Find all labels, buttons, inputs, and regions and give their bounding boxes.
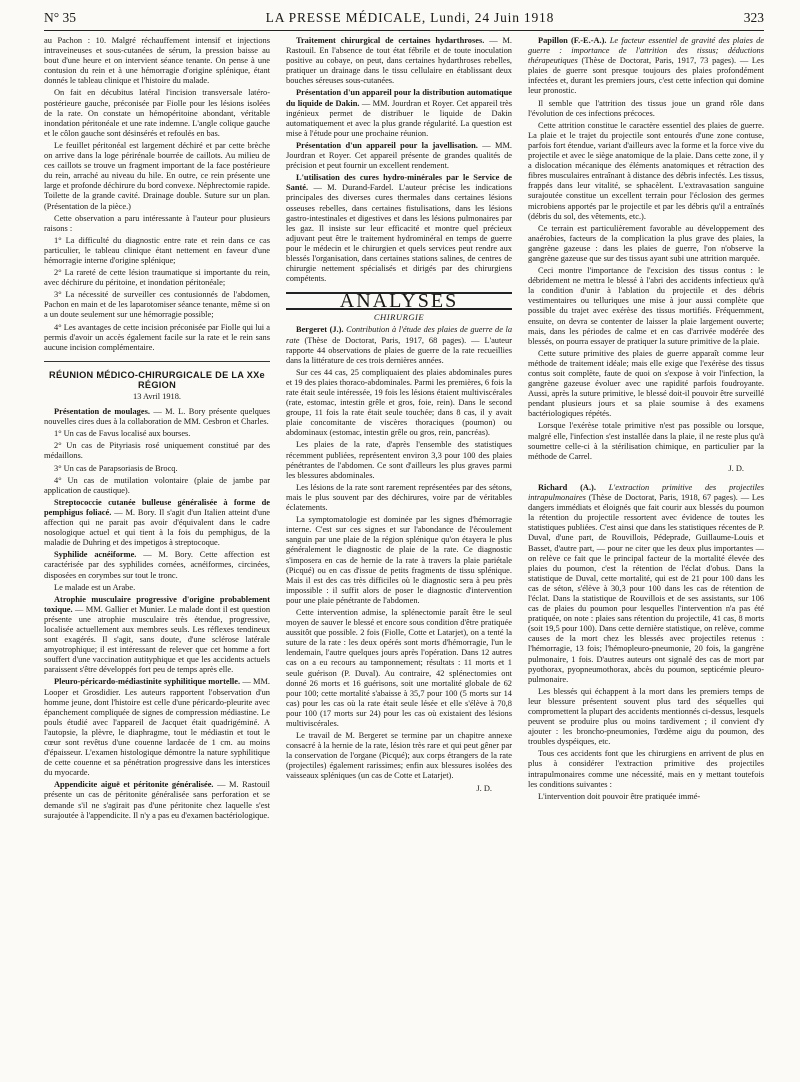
column-1 bbox=[44, 36, 270, 1076]
paragraph: 2° La rareté de cette lésion traumatique si importante du rein, avec déchirure du péritoine, et inondation péritonéale; bbox=[44, 268, 270, 288]
paragraph: Cette intervention admise, la splénectomie paraît être le seul moyen de sauver le blessé et encore sous condition d'être pratiquée aussitôt que possible. 2 fois (Fiolle, Cotte et Latarjet), on a tenté la suture de la rate : les deux opérés sont morts d'hémorragie, l'un le lendemain, l'autre quelques jours après l'opération. Dans 12 autres cas on a eu recours au tamponnement; résultats : 11 morts et 1 seule guérison (P. Duval). Au contraire, 42 splénectomies ont donné 26 morts et 16 guérisons, soit une mortalité globale de 62 pour 100; cette mortalité s'abaisse à 35,7 pour 100 (5 morts sur 14 cas) pour les cas où la rate était seule lésée et elle s'élève à 70,8 pour 100 (17 morts sur 24) pour les cas où existaient des lésions multiviscérales. bbox=[286, 607, 512, 728]
communication-title: Présentation d'un appareil pour la javellisation. bbox=[296, 140, 478, 150]
page-number: 323 bbox=[743, 10, 764, 25]
signature: J. D. bbox=[728, 463, 744, 473]
communication-text: — M. Rastouil présente un cas de péritonite généralisée sans perforation et se demande s'il ne s'agirait pas d'une péritonite chez laquelle s'est surajoutée à l'appendicite. Il n'y a pas eu d'examen bactériologique. bbox=[44, 780, 270, 820]
communication bbox=[44, 780, 270, 820]
review-meta: (Thèse de Doctorat, Paris, 1917, 73 pages). bbox=[581, 56, 737, 66]
paragraph: 4° Les avantages de cette incision préconisée par Fiolle qui lui a permis d'avoir un accès également facile sur la rate et le rein sans aucune incision complémentaire. bbox=[44, 322, 270, 352]
paragraph: Les plaies de la rate, d'après l'ensemble des statistiques récemment publiées, représentent environ 3,3 pour 100 des plaies pénétrantes de l'abdomen. Ce sont d'ailleurs les plus graves parmi les blessures abdominales. bbox=[286, 440, 512, 480]
rubric-heading: CHIRURGIE bbox=[373, 312, 425, 323]
communication bbox=[286, 36, 512, 86]
review-meta: (Thèse de Doctorat, Paris, 1918, 67 pages). bbox=[588, 493, 738, 503]
communication-text: — M. Rastouil. En l'absence de tout état fébrile et de toute inoculation positive au cobaye, on peut, dans certaines hydarthroses rebelles, pratiquer un drainage dans le tissu cellulaire en établissant deux bouches séreuses sous-cutanées. bbox=[286, 36, 512, 86]
review-text: — L'auteur rapporte 44 observations de plaies de guerre de la rate recueillies dans la littérature de ces trois dernières années. bbox=[286, 335, 512, 365]
section-heading: RÉUNION MÉDICO-CHIRURGICALE DE LA XXe RÉGION bbox=[44, 361, 270, 390]
communication bbox=[44, 595, 270, 676]
paragraph: Cette suture primitive des plaies de guerre apparaît comme leur méthode de traitement idéale; mais elle exige que l'exérèse des tissus contus soit complète, faute de quoi on s'expose à voir l'infection, la gangrène gazeuse évoluer avec une rapidité parfois foudroyante. Aussi, après la suture primitive, le blessé doit-il pouvoir être surveillé pendant plusieurs jours et sa plaie soumise à des examens bactériologiques répétés. bbox=[528, 348, 764, 419]
paragraph: Le feuillet péritonéal est largement déchiré et par cette brèche on arrive dans la loge périrénale bourrée de caillots. Au milieu de ces caillots se trouve un fragment important de la face postérieure du rein, arraché au niveau du hile. En outre, ce rein présente une large et profonde déchirure du bord convexe. Néphrectomie rapide. Toilette de la grande cavité. Drainage double. Suture sur un plan. (Présentation de la pièce.) bbox=[44, 140, 270, 211]
communication-title: Streptococcie cutanée bulleuse généralisée à forme de pemphigus foliacé. bbox=[44, 497, 270, 517]
analyses-heading: ANALYSES bbox=[339, 290, 459, 313]
communication-title: Syphilide acnéiforme. bbox=[54, 550, 137, 560]
paragraph: 1° La difficulté du diagnostic entre rate et rein dans ce cas particulier, le tableau clinique étant nettement en faveur d'une hémorragie interne d'origine splénique; bbox=[44, 235, 270, 265]
paragraph: Le travail de M. Bergeret se termine par un chapitre annexe consacré à la hernie de la rate, lésion très rare et qui peut gêner par la conservation de l'organe (Picqué); aux corps étrangers de la rate (projectiles) également rarissimes; enfin aux blessures isolées des vaisseaux spléniques (un cas de Cotte et Latarjet). bbox=[286, 731, 512, 781]
column-2 bbox=[286, 36, 512, 1076]
paragraph: Les lésions de la rate sont rarement représentées par des sétons, mais le plus souvent par des déchirures, voire par de véritables éclatements. bbox=[286, 482, 512, 513]
paragraph: Les blessés qui échappent à la mort dans les premiers temps de leur blessure présentent souvent plus tard des séquelles qui compromettent la plupart des accidents mentionnés ci-dessus, lesquels peuvent se produire plus ou moins tardivement ; il convient d'y ajouter : les broncho-pneumonies, l'œdème aigu du poumon, des troubles dyspéiques, etc. bbox=[528, 686, 764, 747]
paragraph: au Pachon : 10. Malgré réchauffement intensif et injections intraveineuses et sous-cutanées de sérum, la pression baisse au bout d'une heure et on intervient séance tenante. On pense à une contusion du rein et à une hémorragie d'origine splénique, étant donnés le tableau clinique et l'histoire du malade. bbox=[44, 36, 270, 86]
column-3 bbox=[528, 36, 764, 1076]
communication bbox=[44, 407, 270, 427]
communication-text: — M. L. Bory présente quelques nouvelles cires dues à la collaboration de MM. Cesbron et Charles. bbox=[44, 407, 270, 427]
analyses-banner bbox=[286, 290, 512, 313]
communication-text: — MM. Jourdran et Royer. Cet appareil présente de grandes qualités de précision et peut fournir un excellent rendement. bbox=[286, 140, 512, 171]
communication bbox=[44, 677, 270, 778]
communication-title: Atrophie musculaire progressive d'origine probablement toxique. bbox=[44, 594, 270, 614]
communication-title: Présentation d'un appareil pour la distribution automatique du liquide de Dakin. bbox=[286, 88, 512, 108]
paragraph: Cette observation a paru intéressante à l'auteur pour plusieurs raisons : bbox=[44, 213, 270, 233]
communication bbox=[44, 498, 270, 548]
review-text: — Les dangers immédiats et éloignés que fait courir aux blessés du poumon la rétention du projectile ressortent avec évidence de toutes les statistiques publiées. C'est ainsi que dans les statistiques récentes de P. Duval, d'une part, de Rouvillois, Pédeprade, Guillaume-Louis et Basset, d'autre part, — pour ne citer que les deux plus importantes — on relève ce fait que le principal facteur de la mortalité élevée des plaies du poumon, c'est la rétention de l'éclat d'obus. Dans la statistique de Duval, cette mortalité, qui est de 21 pour 100 dans les cas de séton, s'élève à 30,3 pour 100 dans les cas de rétention de l'éclat. Dans la statistique de Rouvillois et de ses assistants, sur 106 cas de plaies du poumon pour lesquelles l'intervention n'a pas été pratiquée, on note : plaies sans rétention du projectile, 41 cas, 8 morts (soit 19,5 pour 100). Dans cette dernière statistique, on relève, comme causes de la mort chez les blessés avec projectiles retenus : l'hémorragie, 13 fois; l'hémopleuro-pneumonie, 20 fois, la gangrène pulmonaire, 1 fois. D'autres auteurs ont signalé des cas de mort par pyothorax, pyopneumothorax, abcès du poumon, septicémie pleuro-pulmonaire. bbox=[528, 493, 764, 684]
communication-text: — M. Bory. Il s'agit d'un Italien atteint d'une affection qui ne parait pas avoir d'équivalent dans le cadre nosologique actuel et qui tient à la fois du pemphigus, de la maladie de Duhring et des impetigos à streptocoque. bbox=[44, 507, 270, 548]
communication bbox=[44, 550, 270, 580]
paragraph: Ce terrain est particulièrement favorable au développement des anaérobies, facteurs de la complication la plus grave des plaies, la gangrène gazeuse : dans les plaies de guerre, l'on n'observe la gangrène gazeuse que sur des tissus ayant subi une attrition marquée. bbox=[528, 223, 764, 263]
paragraph: On fait en décubitus latéral l'incision transversale latéro-postérieure gauche, préconisée par Fiolle pour les lésions isolées de la rate. On constate un hémopéritoine abondant, véritable inondation péritonéale et une rate indemne. L'angle colique gauche et le côlon gauche sont désinsérés et refoulés en bas. bbox=[44, 88, 270, 138]
communication-text: — MM. Jourdran et Royer. Cet appareil très ingénieux permet de distribuer le liquide de Dakin automatiquement et avec la plus grande régularité. La question est mise à l'étude pour une prochaine réunion. bbox=[286, 98, 512, 138]
review-entry bbox=[528, 483, 764, 685]
review-title: Contribution à l'étude des plaies de guerre de la rate bbox=[286, 325, 512, 345]
communication-text: — MM. Looper et Grosdidier. Les auteurs rapportent l'observation d'un homme jeune, dont l'histoire est celle d'une péricardo-pleurite avec épanchement compliquée de signes de compression médiastine. Le pouls étudié avec l'appareil de Jacquet était quadrigéminé. A l'autopsie, la plèvre, le diaphragme, tout le médiastin et tout le cœur sont revêtus d'une couenne lardacée de 1 cm. au moins d'épaisseur. L'examen histologique démontre la nature syphilitique de cette couenne et sa pénétration progressive dans les interstices du myocarde. bbox=[44, 677, 270, 778]
communication-text: — MM. Gallier et Munier. Le malade dont il est question présente une atrophie musculaire très étendue, progressive, localisée actuellement aux membres seuls. Les réflexes tendineux sont exagérés. Il s'agit, sans doute, d'une sclérose latérale amyotrophique; il est intéressant de relever que cet homme a fort souffert d'une vaccination autityphique et que les accidents actuels paraissent s'être développés fort peu de temps après elle. bbox=[44, 604, 270, 675]
meeting-date: 13 Avril 1918. bbox=[133, 392, 181, 401]
review-title: L'extraction primitive des projectiles intrapulmonaires bbox=[528, 482, 764, 503]
communication-title: L'utilisation des cures hydro-minérales par le Service de Santé. bbox=[286, 173, 512, 193]
paragraph: 3° La nécessité de surveiller ces contusionnés de l'abdomen, Pachon en main et de les laparotomiser séance tenante, même si on a un doute seulement sur une hémorragie possible; bbox=[44, 290, 270, 320]
paragraph: La symptomatologie est dominée par les signes d'hémorragie interne. C'est sur ces signes et sur l'abondance de l'écoulement sanguin par une plaie de la région splénique qu'on étayera le plus généralement le diagnostic de plaie de la rate. Ce diagnostic s'imposera en cas de hernie de la rate à travers la plaie pariétale (Picqué) ou en cas d'issue de petits fragments de tissu splénique. Mais il est des cas très difficiles où le diagnostic sera à peu près impossible : il suffit alors de poser le diagnostic d'intervention pour une plaie pénétrante de l'abdomen. bbox=[286, 515, 512, 605]
list-item: 1° Un cas de Favus localisé aux bourses. bbox=[54, 429, 191, 439]
communication-text: — M. Durand-Fardel. L'auteur précise les indications principales des diverses cures thermales dans certaines lésions osseuses rebelles, dans certaines fistulisations, dans les lésions gastro-intestinales et digestives et dans les lésions pulmonaires par les gaz. Il insiste sur leur efficacité et montre quel précieux adjuvant peut être le traitement hydrominéral en temps de guerre pour le médecin et le chirurgien et quels services peut rendre aux blessés l'organisation, dans certaines stations salines, de centres de chirurgie nettement spécialisés et dirigés par des chirurgiens compétents. bbox=[286, 183, 512, 284]
review-text: — Les plaies de guerre sont presque toujours des plaies profondément infectées et, durant les premiers jours, c'est cette infection qui domine leur pronostic. bbox=[528, 56, 764, 96]
paragraph: Il semble que l'attrition des tissus joue un grand rôle dans l'évolution de ces infections précoces. bbox=[528, 98, 764, 118]
review-title: Le facteur essentiel de gravité des plaies de guerre : importance de l'attrition des tissus; déductions thérapeutiques bbox=[528, 36, 764, 66]
review-meta: (Thèse de Doctorat, Paris, 1917, 68 pages). bbox=[304, 335, 467, 345]
paragraph: Cette attrition constitue le caractère essentiel des plaies de guerre. La plaie et le trajet du projectile sont entourés d'une zone contuse, parfois fort étendue, variant d'ailleurs avec la forme et la force vive du projectile et avec le siège anatomique de la plaie. Dans cette zone, il y a dislocation mécanique des éléments anatomiques et rétraction des fibres musculaires entraînant à distance des débris infectés. Les tissus, frappés dans leur vitalité, se sphacèlent. L'extravasation sanguine surajoutée constitue un excellent terrain pour l'éclosion des germes microbiens apportés par le projectile et par les débris qu'il a entraînés (débris du sol, des vêtements, etc.). bbox=[528, 120, 764, 221]
communication bbox=[286, 141, 512, 171]
paragraph: Le malade est un Arabe. bbox=[54, 582, 136, 592]
review-entry bbox=[286, 325, 512, 365]
communication-title: Traitement chirurgical de certaines hydarthroses. bbox=[296, 36, 485, 45]
communication-title: Pleuro-péricardo-médiastinite syphilitique mortelle. bbox=[54, 677, 241, 687]
list-item: 2° Un cas de Pityriasis rosé uniquement constitué par des médaillons. bbox=[44, 441, 270, 461]
communication-title: Présentation de moulages. bbox=[54, 407, 150, 417]
communication bbox=[286, 173, 512, 284]
communication bbox=[286, 88, 512, 138]
paragraph: Tous ces accidents font que les chirurgiens en arrivent de plus en plus à considérer l'extraction primitive des projectiles intrapulmonaires comme une nécessité, mais en y mettant toutefois les conditions suivantes : bbox=[528, 749, 764, 789]
review-author: Richard (A.). bbox=[538, 482, 596, 492]
list-item: 4° Un cas de mutilation volontaire (plaie de jambe par application de caustique). bbox=[44, 475, 270, 495]
signature: J. D. bbox=[476, 783, 492, 793]
list-item: 3° Un cas de Parapsoriasis de Brocq. bbox=[54, 463, 178, 473]
communication-text: — M. Bory. Cette affection est caractérisée par des syphilides cornées, acnéiformes, circinées, disposées en corymbes sur tout le tronc. bbox=[44, 550, 270, 580]
paragraph: Lorsque l'exérèse totale primitive n'est pas possible ou lorsque, malgré elle, l'infection s'est installée dans la plaie, il ne reste plus qu'à soumettre celle-ci à la stérilisation chimique, en particulier par la méthode de Carrel. bbox=[528, 421, 764, 461]
communication-title: Appendicite aiguë et péritonite généralisée. bbox=[54, 780, 214, 790]
paragraph: L'intervention doit pouvoir être pratiquée immé- bbox=[538, 791, 701, 801]
review-author: Bergeret (J.). bbox=[296, 325, 344, 335]
review-entry bbox=[528, 36, 764, 97]
review-author: Papillon (F.-E.-A.). bbox=[538, 36, 607, 45]
journal-title: LA PRESSE MÉDICALE, Lundi, 24 Juin 1918 bbox=[265, 10, 555, 25]
issue-number: N° 35 bbox=[44, 10, 77, 25]
page-header bbox=[44, 6, 764, 31]
paragraph: Ceci montre l'importance de l'excision des tissus contus : le débridement ne mettra le blessé à l'abri des accidents infectieux qu'à la condition d'unir à l'ablation du projectile et des débris vestimentaires ou telluriques une mise à jour aussi complète que possible du trajet avec exérèse des tissus mortifiés. Fréquemment, ensuite, on devra se contenter de laisser la plaie largement ouverte; mais, dans les périodes de calme et en cas d'arrivée modérée des blessés, on pourra essayer de pratiquer la suture primitive de la plaie. bbox=[528, 266, 764, 346]
paragraph: Sur ces 44 cas, 25 compliquaient des plaies abdominales pures et 19 des plaies thoraco-abdominales. Parmi les premières, 6 fois la rate était seule intéressée, 19 fois les lésions étaient multiviscérales (rate, estomac, intestin grêle et gros, foie, rein). Dans le second groupe, 11 fois la rate était seule touchée; dans 8 cas, il y avait plaie concomitante de viscères thoraciques (poumon) ou abdominaux (estomac, intestin grêle ou gros, rein, pancréas). bbox=[286, 367, 512, 438]
